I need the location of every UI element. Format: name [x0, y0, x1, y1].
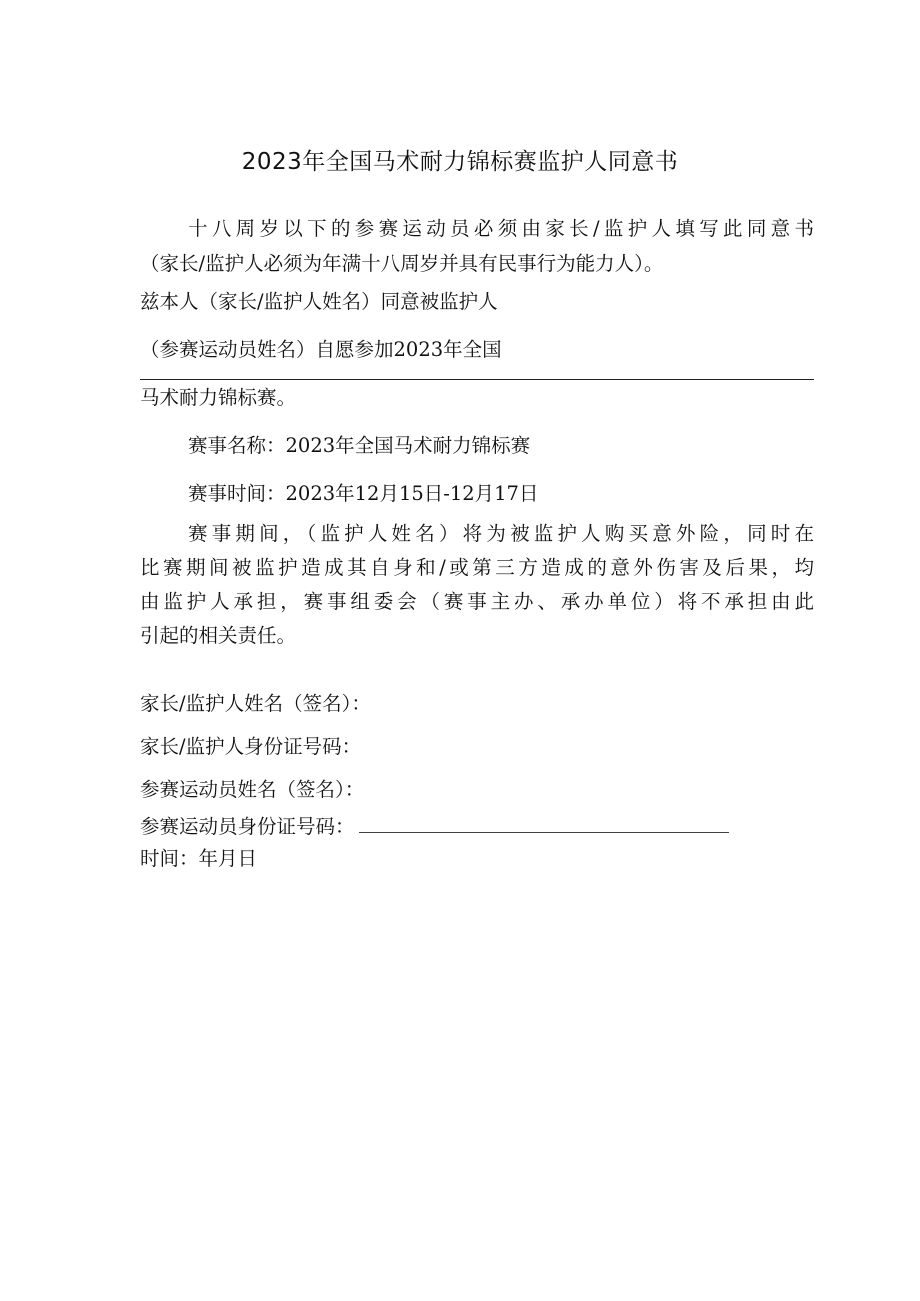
guardian-name-signature-label: 家长/监护人姓名（签名）：	[140, 692, 371, 715]
event-time-line: 赛事时间：2023年12月15日-12月17日	[188, 482, 539, 505]
intro-text-1: 十八周岁以下的参赛运动员必须由家长/监护人填写此同意书	[188, 217, 814, 240]
intro-paragraph-line-2: （家长/监护人必须为年满十八周岁并具有民事行为能力人）。	[140, 252, 664, 275]
event-name-line: 赛事名称：2023年全国马术耐力锦标赛	[188, 434, 531, 457]
athlete-id-label: 参赛运动员身份证号码：	[140, 815, 355, 838]
liability-line-1	[140, 520, 814, 548]
consent-line-3: 马术耐力锦标赛。	[140, 386, 297, 409]
athlete-id-field[interactable]	[359, 814, 729, 833]
consent-line-2: （参赛运动员姓名）自愿参加2023年全国	[140, 338, 502, 361]
athlete-id-row	[140, 813, 729, 841]
consent-line-1: 兹本人（家长/监护人姓名）同意被监护人	[140, 290, 498, 313]
consent-underline	[140, 379, 814, 380]
document-title: 2023年全国马术耐力锦标赛监护人同意书	[241, 149, 679, 175]
guardian-id-label: 家长/监护人身份证号码：	[140, 735, 362, 758]
intro-paragraph-line-1	[140, 215, 814, 243]
liability-line-3: 由监护人承担，赛事组委会（赛事主办、承办单位）将不承担由此	[140, 590, 814, 613]
liability-line-2: 比赛期间被监护造成其自身和/或第三方造成的意外伤害及后果，均	[140, 556, 814, 579]
liability-text-1: 赛事期间，（监护人姓名）将为被监护人购买意外险，同时在	[188, 522, 814, 545]
athlete-name-signature-label: 参赛运动员姓名（签名）：	[140, 778, 365, 801]
liability-line-4: 引起的相关责任。	[140, 624, 297, 647]
date-label: 时间：年月日	[140, 847, 258, 870]
